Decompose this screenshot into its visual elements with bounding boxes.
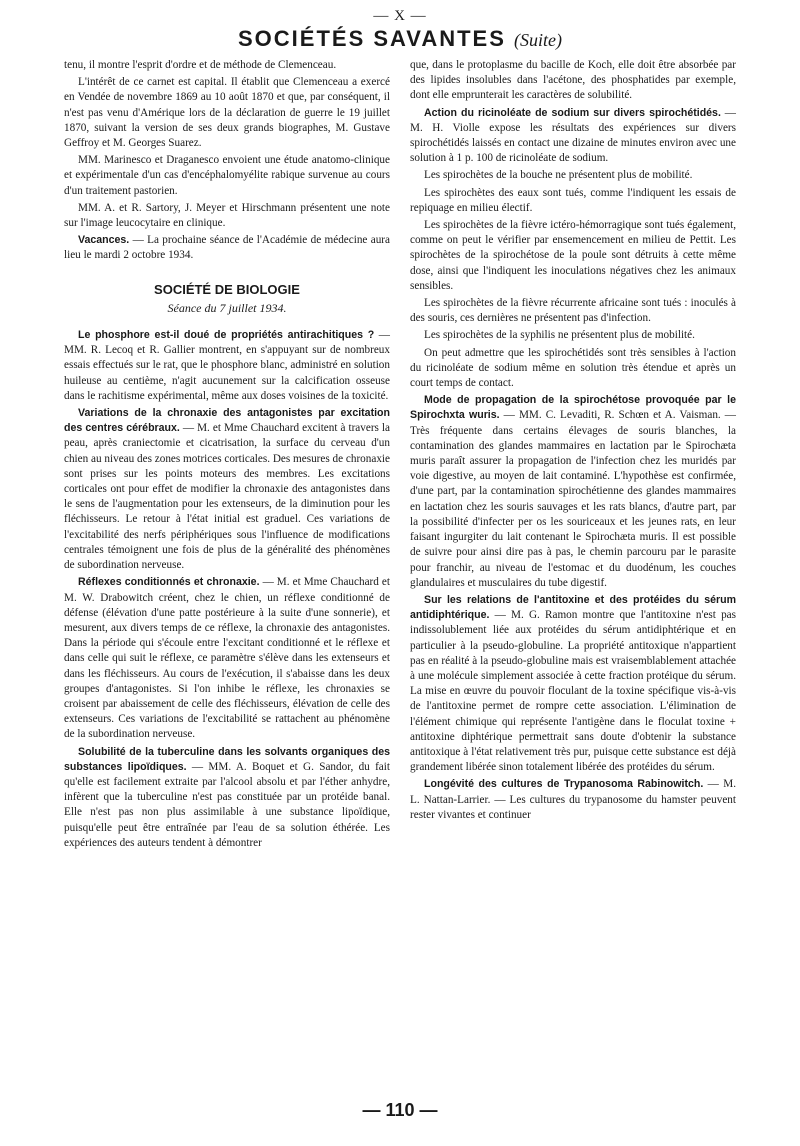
paragraph: MM. Marinesco et Draganesco envoient une étude anatomo-clinique et expérimentale d'un cas d'encéphalomyélite rabique survenue au cours d'un traitement pastorien. [64, 154, 390, 197]
article-heading: Réflexes conditionnés et chronaxie. [78, 576, 260, 589]
article-vacances [64, 233, 390, 263]
section-title: SOCIÉTÉS SAVANTES [238, 26, 506, 51]
article [410, 593, 736, 775]
page-number: — 110 — [362, 1100, 438, 1120]
paragraph: MM. A. et R. Sartory, J. Meyer et Hirschmann présentent une note sur l'image leucocytaire en clinique. [64, 201, 390, 230]
article-text: — M. H. Violle expose les résultats des expériences sur divers spirochétidés laissés en contact une dizaine de minutes environ avec une solution à 1 p. 100 de ricinoléate de sodium. [410, 106, 736, 165]
article [410, 393, 736, 591]
article-heading: Action du ricinoléate de sodium sur divers spirochétidés. [424, 106, 721, 119]
paragraph: Les spirochètes des eaux sont tués, comme l'indiquent les essais de repiquage en milieu électif. [410, 186, 736, 214]
paragraph: tenu, il montre l'esprit d'ordre et de méthode de Clemenceau. [64, 59, 337, 71]
article-text: — M. L. Nattan-Larrier. — Les cultures du trypanosome du hamster peuvent rester vivantes et continuer [410, 778, 736, 821]
paragraph: que, dans le protoplasme du bacille de Koch, elle doit être absorbée par des lipides insolubles dans l'acétone, des phosphatides par exemple, dont elle emprunterait les caractères de solubilité. [410, 59, 736, 102]
article-text: — M. et Mme Chauchard excitent à travers la peau, après craniectomie et cicatrisation, la surface du cerveau d'un chien au niveau des zones motrices corticales. Des mesures de chronaxie sont prises sur les points moteurs des membres. Les excitations corticales ont pour effet de modifier la chronaxie des antagonistes dans le sens de l'augmentation pour les extenseurs, de la diminution pour les fléchisseurs. Le retour à l'état initial est graduel. Ces variations de l'excitabilité des nerfs périphériques sous l'influence de modifications centrales témoignent une fois de plus de la généralité des phénomènes de subordination nerveuse. [64, 422, 391, 572]
section-heading: SOCIÉTÉ DE BIOLOGIE [154, 281, 300, 297]
article-text: — MM. C. Levaditi, R. Schœn et A. Vaisman. — Très fréquente dans certains élevages de souris blanches, la contamination des glandes mammaires en lactation par le Spirochæta muris paraît assurer la propagation de l'infection chez les muridés par voie digestive, au moyen de lait contaminé. L'hypothèse est confirmée, d'une part, par la contamination spirochétienne des glandes mammaires en lactation chez les souris sauvages et les rats blancs, d'autre part, par la possibilité d'infecter per os les souriceaux et les jeunes rats, en leur faisant ingurgiter du lait contenant le Spirochæta muris. Il est possible de suivre pour ainsi dire pas à pas, le chemin parcouru par le parasite pour franchir, au niveau de l'estomac et du duodénum, les couches glandulaires et musculaires du tube digestif. [410, 409, 736, 589]
article-heading: Longévité des cultures de Trypanosoma Rabinowitch. [424, 778, 704, 791]
right-column [410, 58, 736, 853]
article [64, 745, 390, 851]
article-text: — M. et Mme Chauchard et M. W. Drabowitch créent, chez le chien, un réflexe conditionné de défense (élévation d'une patte postérieure à la suite d'une sonnerie), et mesurent, aux divers temps de ce réflexe, la chronaxie des antagonistes. Dans la période qui s'écoule entre l'excitant conditionné et le réflexe et dans celle qui suit le réflexe, ce paramètre s'élève dans les extenseurs et dans les fléchisseurs. Au cours de l'exécution, il s'abaisse dans les deux groupes d'antagonistes. Si l'on inhibe le réflexe, les chronaxies se croisent par abaissement de celle des fléchisseurs, élévation de celle des extenseurs. Ces variations de l'excitabilité se rattachent au phénomène de la subordination nerveuse. [64, 576, 390, 741]
paragraph: Les spirochètes de la fièvre ictéro-hémorragique sont tués également, comme on peut le vérifier par ensemencement en milieu de Pettit. Les spirochètes de la spirochétose de la poule sont détruits à cette même dose, ainsi que l'indiquent les inoculations négatives chez les animaux sensibles. [410, 219, 736, 292]
title-suite: (Suite) [514, 30, 562, 50]
article [64, 575, 390, 742]
article-heading: Vacances. [78, 234, 130, 247]
article [64, 328, 390, 404]
two-column-body [64, 58, 736, 853]
article-heading: Mode de propagation de la spirochétose provoquée par le Spirochxta wuris. [410, 394, 736, 422]
article-heading: Sur les relations de l'antitoxine et des protéides du sérum antidiphtérique. [410, 593, 736, 622]
article-text: — MM. A. Boquet et G. Sandor, du fait qu'elle est facilement extraite par l'alcool absolu et par l'éther anhydre, infèrent que la tuberculine n'est pas constituée par un protéide banal. Elle n'est pas non plus assimilable à une substance lipoïdique, puisqu'elle peut être entraînée par l'eau de sa solution éthérée. Les expériences des auteurs tendent à démontrer [64, 760, 390, 849]
session-date: Séance du 7 juillet 1934. [167, 300, 287, 315]
paragraph: Les spirochètes de la bouche ne présentent plus de mobilité. [424, 169, 693, 182]
paragraph: L'intérêt de ce carnet est capital. Il établit que Clemenceau a exercé en Vendée de novembre 1869 au 10 août 1870 et que, par conséquent, il n'est pas venu d'Amérique lors de la déclaration de guerre le 19 juillet 1870, suivant la version de ses deux grands biographes, M. Gustave Geffroy et M. Georges Suarez. [64, 76, 390, 150]
paragraph: On peut admettre que les spirochétidés sont très sensibles à l'action du ricinoléate de sodium même en solution très étendue et après un court temps de contact. [410, 346, 736, 390]
left-column [64, 58, 390, 853]
paragraph: Les spirochètes de la syphilis ne présentent plus de mobilité. [424, 329, 695, 342]
page-title [64, 26, 736, 54]
article [64, 406, 390, 573]
article [410, 106, 736, 167]
folio-roman: — X — [373, 8, 427, 24]
article [410, 777, 736, 823]
article-heading: Le phosphore est-il doué de propriétés antirachitiques ? [78, 329, 375, 342]
article-text: — La prochaine séance de l'Académie de médecine aura lieu le mardi 2 octobre 1934. [64, 234, 390, 262]
article-heading: Solubilité de la tuberculine dans les solvants organiques des substances lipoïdiques. [64, 745, 390, 773]
article-heading: Variations de la chronaxie des antagonistes par excitation des centres cérébraux. [64, 407, 390, 435]
article-text: — M. G. Ramon montre que l'antitoxine n'est pas indissolublement liée aux protéides du sérum antidiphtérique et en particulier à la pseudo-globuline. La propriété antitoxique n'appartient pas en réalité à la pseudo-globuline mais est vraisemblablement attachée à une molécule simplement associée à cette fraction protéique du sérum. La mise en œuvre du pouvoir floculant de la toxine spécifique vis-à-vis de l'antitoxine permet de rompre cette association. L'élimination de l'élément chimique qui représente l'antigène dans le floculat toxine + antitoxine diphtérique permettrait sans doute d'obtenir la substance antitoxique à l'état relativement très pur, puisque cette substance est déjà grandement libérée sinon totalement libérée des protéides du sérum. [410, 609, 736, 774]
paragraph: Les spirochètes de la fièvre récurrente africaine sont tués : inoculés à des souris, ces dernières ne présentent pas d'infection. [410, 297, 736, 325]
article-text: — MM. R. Lecoq et R. Gallier montrent, en s'appuyant sur de nombreux essais effectués sur le rat, que le phosphore blanc, administré en solution huileuse au centième, n'agit aucunement sur la calcification osseuse dans le rachitisme expérimental, même aux doses voisines de la toxicité. [64, 329, 390, 402]
